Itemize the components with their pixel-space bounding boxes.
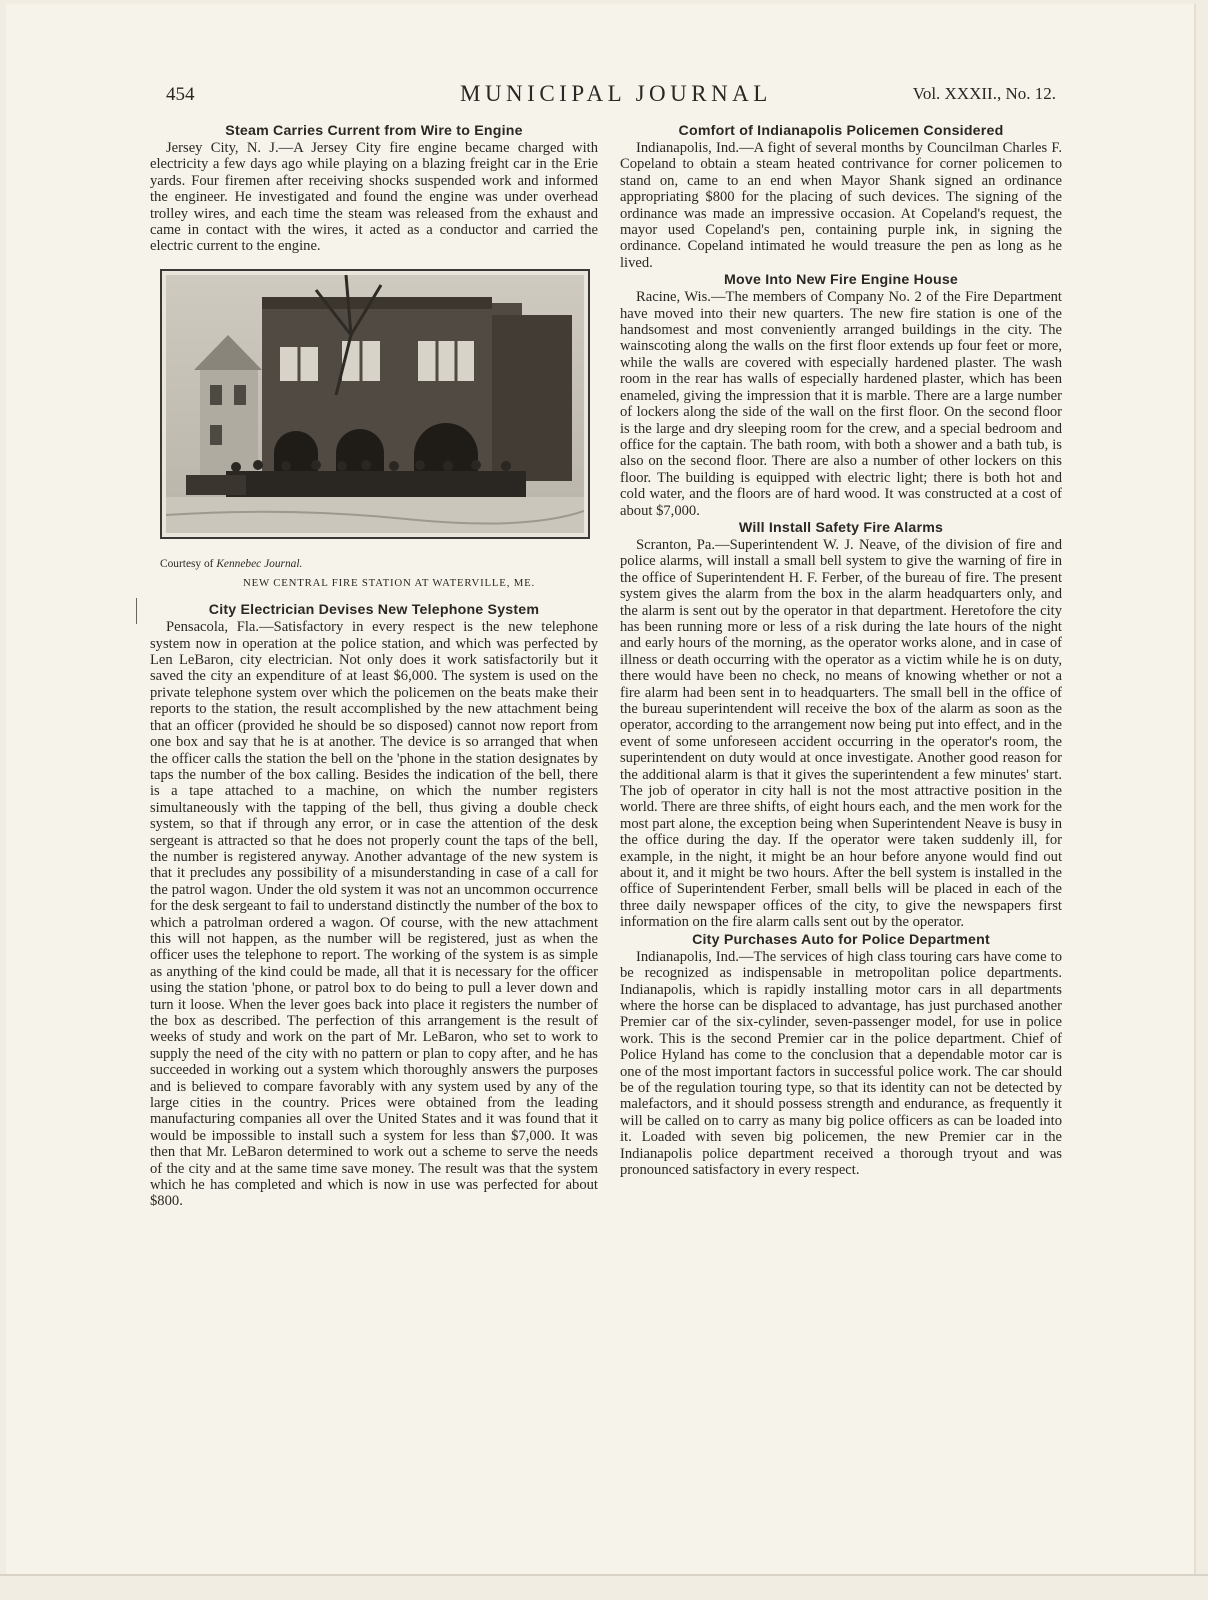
margin-mark [136, 598, 137, 624]
volume-info: Vol. XXXII., No. 12. [912, 84, 1056, 103]
fire-station-photo [160, 269, 590, 539]
article-body: Indianapolis, Ind.—A fight of several months by Councilman Charles F. Copeland to obtain a steam heated contrivance for corner policemen to stand on, came to an end when Mayor Shank signed an ordinance appropriating $800 for the placing of such devices. The signing of the ordinance was made an impressive occasion. At Copeland's request, the mayor used Copeland's pen, containing purple ink, in signing the ordinance. Copeland intimated he would treasure the pen as long as he lived. [620, 140, 1062, 271]
article-telephone [150, 601, 598, 1210]
article-auto [620, 931, 1062, 1179]
article-comfort [620, 122, 1062, 271]
article-heading: Comfort of Indianapolis Policemen Considered [678, 123, 1004, 139]
fire-station-figure [150, 269, 598, 591]
article-steam [150, 122, 598, 255]
fire-station-illustration [166, 275, 584, 533]
article-body: Scranton, Pa.—Superintendent W. J. Neave, of the division of fire and police alarms, will install a small bell system to give the warning of fire in the office of Superintendent H. F. Ferber, of the bureau of fire. The present system gives the alarm from the box in the alarm headquarters only, and the alarm is sent out by the operator in that department. Heretofore the city has been running more or less of a risk during the late hours of the night and early hours of the morning, as the operator works alone, and in case of illness or death occurring with the operator as a victim while he is on duty, there would have been no check, no means of knowing whether or not a fire alarm had been sent in to headquarters. The small bell in the office of the bureau superintendent will receive the box of the alarm as soon as the operator, according to the arrangement now being put into effect, and in the event of some unforeseen accident occurring in the operator's room, the superintendent on duty would at once investigate. Another good reason for the additional alarm is that it gives the superintendent a few minutes' start. The job of operator in city hall is not the most attractive position in the world. There are three shifts, of eight hours each, and the men work for the most part alone, the exception being when Superintendent Neave is busy in the office during the day. If the operator were taken suddenly ill, for example, in the night, it might be an hour before anyone would find out about it, and it might be two hours. After the bell system is installed in the office of Superintendent Ferber, small bells will be placed in each of the three daily newspaper offices of the city, to give the newspapers first information on the fire alarm calls sent out by the operator. [620, 536, 1062, 931]
journal-title: MUNICIPAL JOURNAL [460, 81, 772, 106]
left-column [150, 122, 598, 1210]
article-heading: City Electrician Devises New Telephone System [208, 602, 540, 619]
scan-edge [0, 1574, 1208, 1576]
article-firehouse [620, 271, 1062, 519]
photo-caption: NEW CENTRAL FIRE STATION AT WATERVILLE, ME. [243, 576, 535, 589]
page-number: 454 [166, 84, 195, 105]
article-body: Pensacola, Fla.—Satisfactory in every respect is the new telephone system now in operation at the police station, and which was perfected by Len LeBaron, city electrician. Not only does it work satisfactorily but it saved the city an expenditure of at least $6,000. The system is used on the private telephone system over which the policemen on the beats make their reports to the station, the result accomplished by the new attachment being that an officer (provided he should be so disposed) cannot now report from one box and say that he is at another. The device is so arranged that when the officer calls the station the bell on the 'phone in the station designates by taps the number of the box calling. Besides the indication of the bell, there is a tape attached to a machine, on which the number registers simultaneously with the tapping of the bell, thus giving a double check system, so that if through any error, or in case the attention of the desk sergeant is attracted so that he does not properly count the taps of the bell, the number is registered anyway. Another advantage of the new system is that it precludes any possibility of a misunderstanding in case of a call for the patrol wagon. Under the old system it was not an uncommon occurrence for the desk sergeant to fail to understand distinctly the number of the box to which a patrolman ordered a wagon. Of course, with the new attachment this will not happen, as the number will be registered, just as when the officer uses the telephone to report. The working of the system is as simple as anything of the kind could be made, all that it is necessary for the officer using the station 'phone, or patrol box to do being to pull a lever down and turn it loose. When the lever goes back into place it registers the number of the box as described. The perfection of this arrangement is the result of weeks of study and work on the part of Mr. LeBaron, who set to work to supply the need of the city with no pattern or plan to copy after, and he has succeeded in working out a system which thoroughly answers the purposes and is believed to compare favorably with any system used by any of the large cities in the country. Prices were obtained from the leading manufacturing companies all over the United States and it was found that it would be impossible to install such a system for less than $7,000. It was then that Mr. LeBaron determined to work out a scheme to serve the needs of the city and at the same time save money. The result was that the system which he has completed and which is now in use was perfected for about $800. [150, 619, 598, 1210]
page-header [166, 81, 1056, 108]
spacer [150, 591, 598, 601]
article-body: Jersey City, N. J.—A Jersey City fire engine became charged with electricity a few days ago while playing on a blazing freight car in the Erie yards. Four firemen after receiving shocks suspended work and informed the engineer. He investigated and found the engine was under overhead trolley wires, and each time the steam was released from the exhaust and came in contact with the wires, it acted as a conductor and carried the electric current to the engine. [150, 140, 598, 255]
article-heading: Steam Carries Current from Wire to Engine [225, 123, 523, 139]
article-heading: Move Into New Fire Engine House [723, 272, 959, 289]
article-alarms [620, 519, 1062, 931]
right-column [620, 122, 1062, 1178]
article-heading: City Purchases Auto for Police Department [692, 931, 990, 948]
article-body: Indianapolis, Ind.—The services of high class touring cars have come to be recognized as indispensable in metropolitan police departments. Indianapolis, which is rapidly installing motor cars in all departments where the horse can be displaced to advantage, has just purchased another Premier car of the six-cylinder, seven-passenger model, for use in police work. This is the second Premier car in the police department. Chief of Police Hyland has come to the conclusion that a dependable motor car is one of the most important factors in successful police work. The car should be of the regulation touring type, so that its identity can not be detected by malefactors, and it should possess strength and endurance, as frequently it will be called on to carry as many big police officers as can be loaded into it. Loaded with seven big policemen, the new Premier car in the Indianapolis police department received a thorough tryout and was pronounced satisfactory in every respect. [620, 948, 1062, 1178]
article-body: Racine, Wis.—The members of Company No. 2 of the Fire Department have moved into their new quarters. The new fire station is one of the handsomest and most conveniently arranged buildings in the city. The wainscoting along the walls on the first floor extends up four feet or more, while the walls are covered with especially hardened plaster. The wash room in the rear has walls of especially hardened plaster, which has been enameled, giving the impression that it is marble. There are a large number of lockers along the side of the wall on the first floor. On the second floor is the large and dry sleeping room for the crew, and a special bedroom and office for the captain. The bath room, with both a shower and a bath tub, is also on the second floor. There are also a number of other lockers on this floor. The building is equipped with electric light; there is both hot and cold water, and the floors are of hard wood. It was constructed at a cost of about $7,000. [620, 289, 1062, 519]
credit-source: Kennebec Journal. [216, 557, 303, 570]
article-heading: Will Install Safety Fire Alarms [738, 519, 944, 536]
photo-credit [160, 557, 598, 571]
credit-prefix: Courtesy of [160, 557, 214, 570]
